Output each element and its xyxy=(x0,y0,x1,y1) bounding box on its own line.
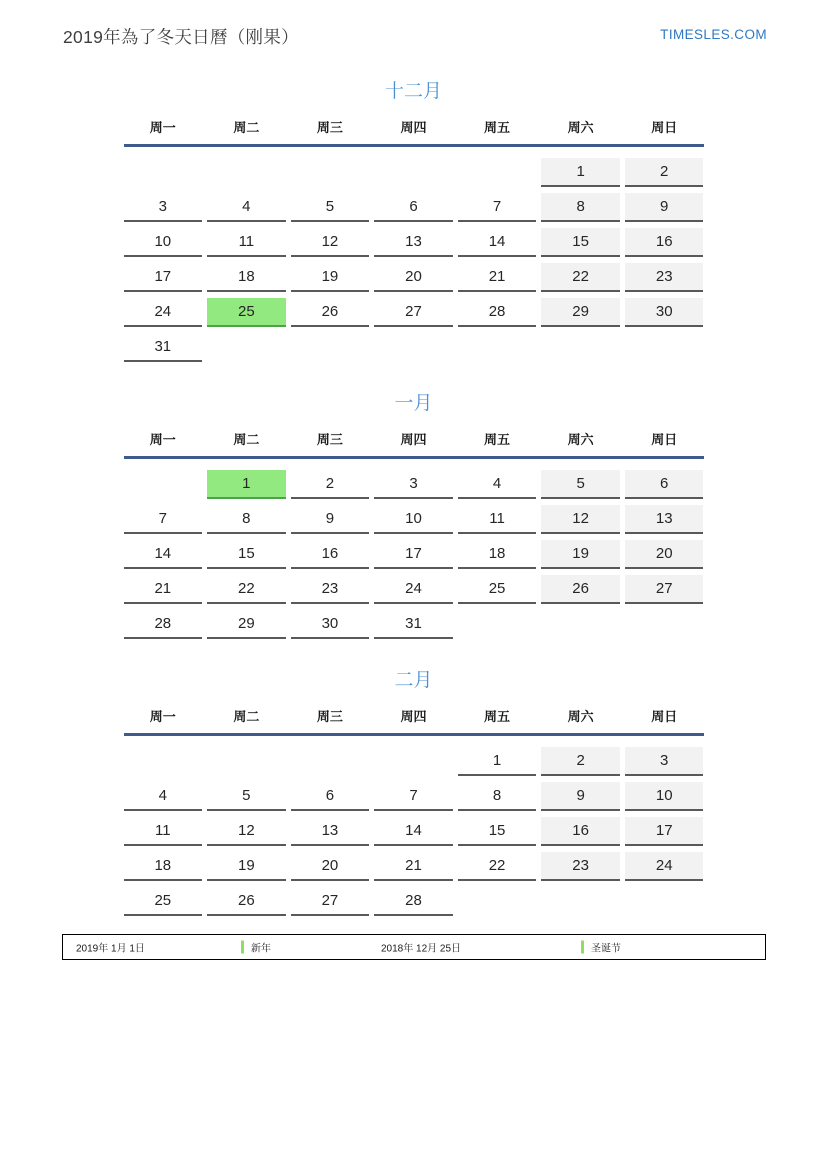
empty-cell xyxy=(291,333,370,362)
weekday-label: 周五 xyxy=(484,709,511,724)
holiday-label: 圣诞节 xyxy=(591,943,621,955)
day-cell: 1 xyxy=(458,747,537,776)
day-cell: 28 xyxy=(124,610,203,639)
month-grid xyxy=(124,747,704,916)
weekday-label: 周四 xyxy=(400,120,427,135)
page-title: 2019年為了冬天日曆（刚果） xyxy=(63,27,299,47)
weekend-day-cell: 24 xyxy=(625,852,704,881)
day-cell: 11 xyxy=(458,505,537,534)
month-title: 十二月 xyxy=(384,81,442,102)
day-cell: 28 xyxy=(374,887,453,916)
weekend-day-cell: 26 xyxy=(541,575,620,604)
holiday-date: 2019年 1月 1日 xyxy=(76,943,145,955)
day-cell: 26 xyxy=(291,298,370,327)
weekday-label: 周六 xyxy=(567,432,594,447)
weekday-label: 周日 xyxy=(651,120,678,135)
day-cell: 17 xyxy=(374,540,453,569)
day-cell: 30 xyxy=(291,610,370,639)
weekend-day-cell: 1 xyxy=(541,158,620,187)
empty-cell xyxy=(541,887,620,916)
day-cell: 23 xyxy=(291,575,370,604)
day-cell: 14 xyxy=(124,540,203,569)
day-cell: 8 xyxy=(458,782,537,811)
weekend-day-cell: 27 xyxy=(625,575,704,604)
weekday-header-row xyxy=(124,706,704,736)
day-cell: 19 xyxy=(291,263,370,292)
empty-cell xyxy=(541,610,620,639)
day-cell: 3 xyxy=(374,470,453,499)
day-cell: 2 xyxy=(291,470,370,499)
empty-cell xyxy=(291,747,370,776)
day-cell: 16 xyxy=(291,540,370,569)
day-cell: 15 xyxy=(207,540,286,569)
weekend-day-cell: 22 xyxy=(541,263,620,292)
weekday-label: 周四 xyxy=(400,709,427,724)
weekday-label: 周六 xyxy=(567,709,594,724)
empty-cell xyxy=(374,158,453,187)
weekday-label: 周四 xyxy=(400,432,427,447)
weekend-day-cell: 20 xyxy=(625,540,704,569)
holiday-label: 新年 xyxy=(251,943,271,955)
page-header xyxy=(0,0,827,49)
day-cell: 11 xyxy=(124,817,203,846)
weekday-label: 周三 xyxy=(316,120,343,135)
month-title: 一月 xyxy=(394,393,433,414)
day-cell: 8 xyxy=(207,505,286,534)
weekday-label: 周一 xyxy=(149,709,176,724)
day-cell: 22 xyxy=(458,852,537,881)
month-february xyxy=(124,665,704,916)
day-cell: 31 xyxy=(124,333,203,362)
empty-cell xyxy=(541,333,620,362)
day-cell: 14 xyxy=(374,817,453,846)
empty-cell xyxy=(124,470,203,499)
empty-cell xyxy=(625,887,704,916)
day-cell: 17 xyxy=(124,263,203,292)
holiday-legend xyxy=(62,934,766,960)
day-cell: 7 xyxy=(374,782,453,811)
day-cell: 11 xyxy=(207,228,286,257)
day-cell: 3 xyxy=(124,193,203,222)
day-cell: 19 xyxy=(207,852,286,881)
day-cell: 13 xyxy=(291,817,370,846)
day-cell: 21 xyxy=(374,852,453,881)
day-cell: 21 xyxy=(124,575,203,604)
weekend-day-cell: 8 xyxy=(541,193,620,222)
day-cell: 20 xyxy=(374,263,453,292)
day-cell: 28 xyxy=(458,298,537,327)
day-cell: 20 xyxy=(291,852,370,881)
weekend-day-cell: 6 xyxy=(625,470,704,499)
weekend-day-cell: 10 xyxy=(625,782,704,811)
day-cell: 18 xyxy=(207,263,286,292)
weekend-day-cell: 16 xyxy=(541,817,620,846)
day-cell: 14 xyxy=(458,228,537,257)
weekend-day-cell: 9 xyxy=(541,782,620,811)
weekend-day-cell: 16 xyxy=(625,228,704,257)
day-cell: 9 xyxy=(291,505,370,534)
day-cell: 24 xyxy=(124,298,203,327)
site-logo[interactable]: TIMESLES.COM xyxy=(660,27,767,42)
day-cell: 5 xyxy=(291,193,370,222)
day-cell: 12 xyxy=(207,817,286,846)
empty-cell xyxy=(207,747,286,776)
weekend-day-cell: 30 xyxy=(625,298,704,327)
day-cell: 26 xyxy=(207,887,286,916)
empty-cell xyxy=(207,158,286,187)
day-cell: 15 xyxy=(458,817,537,846)
day-cell: 12 xyxy=(291,228,370,257)
day-cell: 29 xyxy=(207,610,286,639)
empty-cell xyxy=(207,333,286,362)
day-cell: 7 xyxy=(124,505,203,534)
weekday-label: 周三 xyxy=(316,709,343,724)
month-december xyxy=(124,76,704,362)
weekday-label: 周五 xyxy=(484,120,511,135)
empty-cell xyxy=(458,158,537,187)
weekday-label: 周一 xyxy=(149,120,176,135)
day-cell: 22 xyxy=(207,575,286,604)
weekend-day-cell: 3 xyxy=(625,747,704,776)
holiday-date: 2018年 12月 25日 xyxy=(381,943,462,955)
empty-cell xyxy=(291,158,370,187)
day-cell: 10 xyxy=(124,228,203,257)
day-cell: 6 xyxy=(291,782,370,811)
weekend-day-cell: 12 xyxy=(541,505,620,534)
weekday-header-row xyxy=(124,117,704,147)
month-january xyxy=(124,388,704,639)
day-cell: 25 xyxy=(124,887,203,916)
empty-cell xyxy=(124,158,203,187)
months-container xyxy=(0,76,827,916)
day-cell: 10 xyxy=(374,505,453,534)
weekend-day-cell: 2 xyxy=(625,158,704,187)
weekend-day-cell: 5 xyxy=(541,470,620,499)
empty-cell xyxy=(458,887,537,916)
weekday-label: 周五 xyxy=(484,432,511,447)
weekend-day-cell: 13 xyxy=(625,505,704,534)
day-cell: 27 xyxy=(374,298,453,327)
weekday-label: 周日 xyxy=(651,432,678,447)
empty-cell xyxy=(124,747,203,776)
weekday-label: 周一 xyxy=(149,432,176,447)
weekday-label: 周二 xyxy=(233,432,260,447)
day-cell: 6 xyxy=(374,193,453,222)
day-cell: 25 xyxy=(458,575,537,604)
weekend-day-cell: 2 xyxy=(541,747,620,776)
day-cell: 13 xyxy=(374,228,453,257)
weekend-day-cell: 29 xyxy=(541,298,620,327)
weekday-label: 周二 xyxy=(233,120,260,135)
weekday-label: 周六 xyxy=(567,120,594,135)
empty-cell xyxy=(625,333,704,362)
empty-cell xyxy=(458,610,537,639)
weekend-day-cell: 23 xyxy=(625,263,704,292)
holiday-marker-icon xyxy=(241,941,244,954)
weekend-day-cell: 19 xyxy=(541,540,620,569)
weekday-header-row xyxy=(124,429,704,459)
day-cell: 4 xyxy=(207,193,286,222)
holiday-marker-icon xyxy=(581,941,584,954)
day-cell: 18 xyxy=(124,852,203,881)
day-cell: 21 xyxy=(458,263,537,292)
day-cell: 5 xyxy=(207,782,286,811)
day-cell: 4 xyxy=(124,782,203,811)
day-cell: 18 xyxy=(458,540,537,569)
weekend-day-cell: 9 xyxy=(625,193,704,222)
day-cell: 27 xyxy=(291,887,370,916)
month-grid xyxy=(124,470,704,639)
weekday-label: 周二 xyxy=(233,709,260,724)
weekend-day-cell: 23 xyxy=(541,852,620,881)
empty-cell xyxy=(374,747,453,776)
weekday-label: 周三 xyxy=(316,432,343,447)
month-title: 二月 xyxy=(394,670,433,691)
day-cell: 4 xyxy=(458,470,537,499)
empty-cell xyxy=(625,610,704,639)
empty-cell xyxy=(458,333,537,362)
day-cell: 24 xyxy=(374,575,453,604)
weekend-day-cell: 17 xyxy=(625,817,704,846)
day-cell: 7 xyxy=(458,193,537,222)
empty-cell xyxy=(374,333,453,362)
holiday-day-cell: 1 xyxy=(207,470,286,499)
day-cell: 31 xyxy=(374,610,453,639)
weekend-day-cell: 15 xyxy=(541,228,620,257)
weekday-label: 周日 xyxy=(651,709,678,724)
holiday-day-cell: 25 xyxy=(207,298,286,327)
month-grid xyxy=(124,158,704,362)
